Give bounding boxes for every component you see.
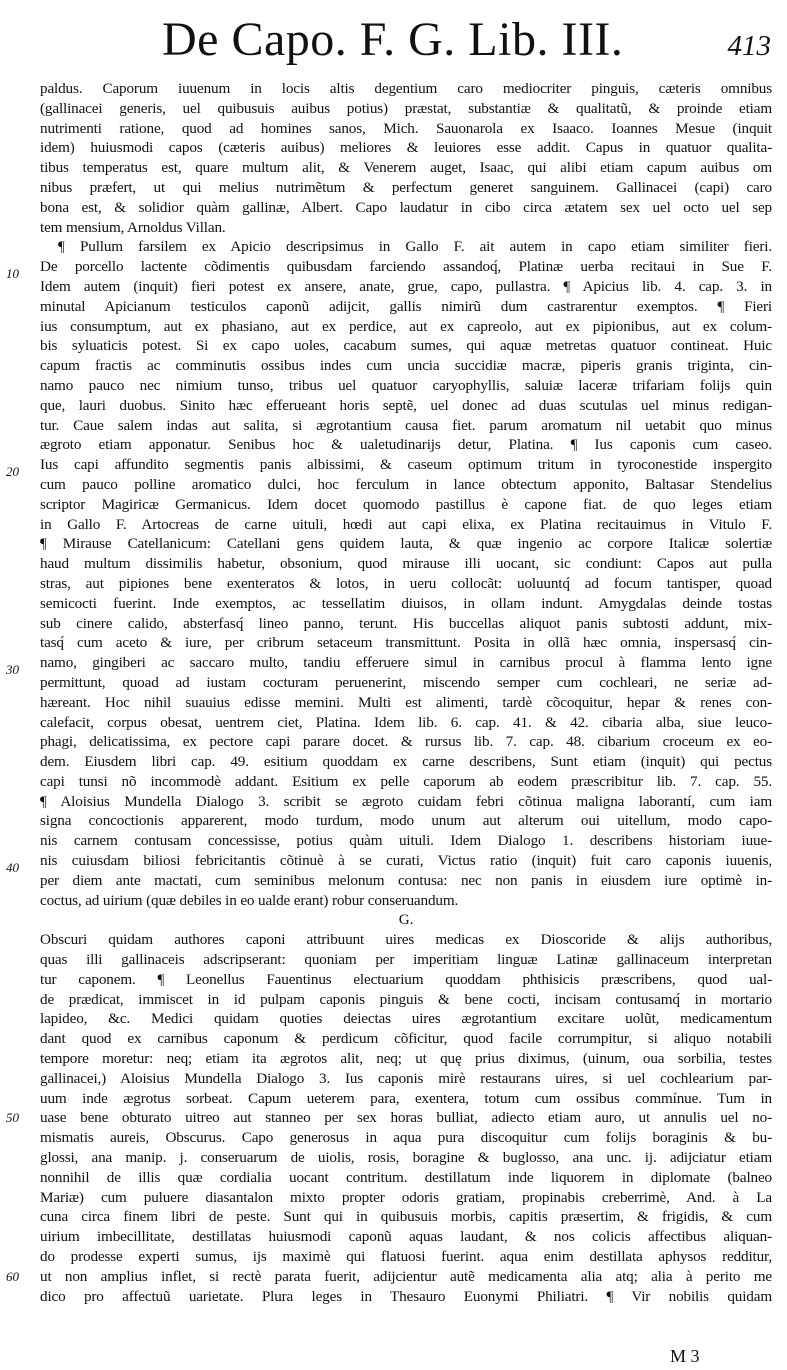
text-line: paldus. Caporum iuuenum in locis altis degentium caro mediocriter pinguis, cæteris omnibus bbox=[40, 80, 772, 97]
page-header bbox=[0, 10, 787, 72]
text-line: do prodesse experti sumus, ijs maximè qui flatuosi fuerint. aqua enim destillata aphysos redditur, bbox=[40, 1248, 772, 1266]
text-line: minutal Apicianum testiculos caponũ adijcit, gallis nimirũ dum castrarentur exemptos. ¶ Fieri bbox=[40, 297, 772, 315]
text-line: in Gallo F. Artocreas de carne uituli, hœdi aut capi elixa, ex Platina recitauimus in Vitulo F. bbox=[40, 515, 772, 533]
text-line: Mariæ) cum puluere diasantalon mixto propter odoris gratiam, propinabis creberrimè, And. à La bbox=[40, 1188, 772, 1206]
text-line: capum fractis ac comminutis ossibus indes cum uncia succidiæ macræ, piperis granis triginta, cin- bbox=[40, 357, 772, 375]
text-line: Ius capi affundito segmentis panis albissimi, & caseum optimum tritum in tyroconestide inspergito bbox=[40, 456, 772, 474]
text-line: permittunt, quoad ad iustam cocturam peruenerint, miscendo semper cum cochleari, ne seriæ ad- bbox=[40, 673, 772, 691]
margin-line-number-10: 10 bbox=[6, 266, 19, 281]
text-line: tur. Caue salem indas aut salita, si ægrotantium causa fiet. parum aromatum nil uetabit quo minus bbox=[40, 416, 772, 434]
text-line: nonnihil de illis quæ cordialia uocant contritum. destillatum inde liquorem in diplomate (balneo bbox=[40, 1168, 772, 1186]
text-line: nutrimenti ratione, quod ad homines sanos, Mich. Sauonarola ex Isaaco. Ioannes Mesue (inquit bbox=[40, 119, 772, 137]
margin-line-number-50: 50 bbox=[6, 1110, 19, 1125]
text-line: scriptor Magiricæ Germanicus. Idem docet quomodo pastillus è capone fiat. de quo leges etiam bbox=[40, 495, 772, 513]
text-line: ius consumptum, aut ex phasiano, aut ex perdice, aut ex capreolo, aut ex pipionibus, aut ex colum- bbox=[40, 317, 772, 335]
text-line: nis cuiusdam biliosi febricitantis cõtinuè à se curati, Victus ratio (inquit) fuit caro caponis iuuenis, bbox=[40, 852, 772, 870]
margin-line-number-20: 20 bbox=[6, 464, 19, 479]
text-line: stras, aut pipiones bene exenteratos & lotos, in ueru collocãt: uoluuntq́ ad focum tantisper, quoad bbox=[40, 574, 772, 592]
text-line: tem mensium, Arnoldus Villan. bbox=[40, 218, 226, 236]
text-line: quas illi gallinaceis adscripserant: quoniam per imperitiam linguæ Latinæ gallinaceum interpretan bbox=[40, 951, 772, 969]
text-line: gallinacei,) Aloisius Mundella Dialogo 3. Ius caponis mirè restaurans uires, si uel cochlearium par- bbox=[40, 1069, 772, 1087]
text-line: tibus temperatus est, quare multum alit, & Venerem auget, Isaac, qui alibi etiam capum auibus om bbox=[40, 159, 772, 177]
text-line bbox=[40, 1306, 772, 1326]
text-line: cuna circa finem libri de peste. Sunt qui in quibusuis morbis, capitis præsertim, & frigidis, & cum bbox=[40, 1208, 772, 1226]
text-line: idem) huiusmodi capos (cæteris auibus) meliores & leuiores esse addit. Capus in quatuor qualita- bbox=[40, 139, 772, 157]
text-line: uase bene obturato uitreo aut stanneo per sex horas bulliat, adiecto etiam auro, ut annulis uel no- bbox=[40, 1109, 772, 1127]
text-line: per diem ante mactati, cum seminibus melonum contusa: nec non panis in eiusdem iure optimè in- bbox=[40, 871, 772, 889]
text-line: ¶ Pullum farsilem ex Apicio descripsimus in Gallo F. ait autem in capo etiam similiter fieri. bbox=[58, 238, 772, 256]
text-line: calefacit, corpus obesat, uentrem ciet, Platina. Idem lib. 6. cap. 41. & 42. cibaria alba, siue leuco- bbox=[40, 713, 772, 731]
body-text bbox=[6, 79, 772, 1326]
margin-line-number-60: 60 bbox=[6, 1269, 19, 1284]
text-line: tempore moretur: neq; etiam ita ægrotos alit, neq; ut quę prius diximus, (uinum, oua sorbilia, testes bbox=[40, 1050, 772, 1068]
text-line: ¶ Aloisius Mundella Dialogo 3. scribit se ægroto cuidam febri cõtinua maligna laborantí, cum iam bbox=[40, 792, 772, 810]
text-line: semicocti fuerint. Inde exemptos, ac tessellatim diuisos, in ollam indunt. Amygdalas deinde tostas bbox=[40, 594, 772, 612]
text-line: capi tunsi nõ incommodè addant. Esitium ex pelle caporum ab eodem præscribitur lib. 7. cap. 55. bbox=[40, 772, 772, 790]
text-line: tur caponem. ¶ Leonellus Fauentinus electuarium quoddam phthisicis præscribens, quod ual- bbox=[40, 970, 772, 988]
text-line: sub cinere calido, absterfasq́ lineo panno, terunt. His buccellas aliquot panis subtosti addunt, mix- bbox=[40, 614, 772, 632]
text-line: que, lauri duobus. Sinito hæc efferueant horis septẽ, uel donec ad duas scutulas uel minus redigan- bbox=[40, 396, 772, 414]
text-line: namo pauco nec nimium tunso, tribus uel quatuor caryophyllis, saluiæ laceræ trifariam folijs quin bbox=[40, 376, 772, 394]
running-title: De Capo. F. G. Lib. III. bbox=[162, 13, 624, 66]
text-line: haud multum dissimilis habetur, obsonium, quod mirause illi uocant, sic condiunt: Capos aut pulla bbox=[40, 555, 772, 573]
text-line: coctus, ad uirium (quæ debiles in eo ualde erant) robur conseruandum. bbox=[40, 891, 459, 909]
text-line: dant quod ex carnibus caponum & perdicum cõficitur, quod facile corrumpitur, si aliquo notabili bbox=[40, 1030, 772, 1048]
signature-mark: M 3 bbox=[670, 1346, 700, 1366]
text-line: Obscuri quidam authores caponi attribuunt uires medicas ex Dioscoride & alijs authoribus, bbox=[40, 931, 772, 949]
text-line: dem. Eiusdem libri cap. 49. esitium quoddam ex carne describens, Sunt etiam (inquit) qui pectus bbox=[40, 753, 772, 771]
text-line: bona est, & solidior quàm gallinæ, Albert. Capo laudatur in cibo circa ætatem sex uel octo uel sep bbox=[40, 198, 772, 216]
text-line: De porcello lactente cõdimentis quibusdam farciendo assandoq́, Platinæ uerba recitaui in Sue F. bbox=[40, 258, 772, 276]
page-number: 413 bbox=[727, 30, 771, 62]
text-line: (gallinacei generis, uel quibusuis auibus potius) præstat, substantiæ & qualitatũ, & proinde etiam bbox=[40, 99, 772, 117]
text-line: Idem autem (inquit) fieri potest ex ansere, anate, grue, capo, pullastra. ¶ Apicius lib. 4. cap. 3. in bbox=[40, 277, 772, 295]
text-line: nis carnem contusam concessisse, potius quàm uituli. Idem Dialogo 1. describens historiam iuue- bbox=[40, 832, 772, 850]
text-line: uum inde ægrotus sorbeat. Capum ueterem para, exentera, totum cum ossibus commínue. Tum in bbox=[40, 1089, 772, 1107]
text-line: cum pauco polline aromatico dulci, hoc ferculum in lance obtectum apponito, Baltasar Stendelius bbox=[40, 475, 772, 493]
text-line: uirium imbecillitate, destillatas huiusmodi caponũ aquas laudant, & nos colicis affectibus aliquan- bbox=[40, 1228, 772, 1246]
text-line: nibus præfert, ut qui melius nutrimẽtum & perfectum generet sanguinem. Gallinacei (capi) caro bbox=[40, 178, 772, 196]
text-line: ¶ Mirause Catellanicum: Catellani gens quidem lauta, & quæ ingenio ac corpore Italicæ solertiæ bbox=[40, 535, 772, 553]
text-line: hæreant. Hoc nihil suauius edisse memini. Multi est alimenti, tardè cõcoquitur, hepar & renes con- bbox=[40, 693, 772, 711]
text-line: ut non amplius inflet, si rectè parata fuerit, adijcientur autẽ medicamenta alia atq; alia à perito me bbox=[40, 1267, 772, 1285]
text-line: ægroto etiam apponatur. Senibus hoc & ualetudinarijs detur, Platina. ¶ Ius caponis cum caseo. bbox=[40, 436, 772, 454]
text-line: lapideo, &c. Medici quidam quoties deiectas uires ægrotantium excitare uolũt, medicamentum bbox=[40, 1010, 772, 1028]
text-line: signa concoctionis apparerent, modo turdum, modo unum aut alterum oui uitellum, modo capo- bbox=[40, 812, 772, 830]
text-line: dico pro affectuũ uarietate. Plura leges in Thesauro Euonymi Philiatri. ¶ Vir nobilis quidam bbox=[40, 1287, 772, 1305]
text-line: tasq́ cum aceto & iure, per cribrum setaceum transmittunt. Posita in ollã hæc omnia, inspersasq́ cin- bbox=[40, 634, 772, 652]
text-line: mismatis aureis, Obscurus. Capo generosus in aqua pura discoquitur cum folijs boraginis & bu- bbox=[40, 1129, 772, 1147]
section-letter: G. bbox=[398, 911, 414, 929]
text-line: phagi, delicatissima, ex pectore capi parare docet. & rursus lib. 7. cap. 48. cibarium croceum ex eo- bbox=[40, 733, 772, 751]
margin-line-number-40: 40 bbox=[6, 860, 19, 875]
margin-line-number-30: 30 bbox=[6, 662, 19, 677]
text-line: namo, gingiberi ac saccaro multo, tandiu efferuere simul in carnibus procul à flamma lento igne bbox=[40, 654, 772, 672]
text-line: bis syluaticis potest. Si ex capo uoles, cacabum sumes, qui aquæ metretas quatuor contineat. Huic bbox=[40, 337, 772, 355]
text-line: de prædicat, immiscet in id pulpam caponis pinguis & bene cocti, incisam contusamq́ in mortario bbox=[40, 990, 772, 1008]
text-line: glossi, ana manip. j. conseruarum de uiolis, rosis, boragine & buglosso, ana unc. ij. adijciatur etiam bbox=[40, 1149, 772, 1167]
